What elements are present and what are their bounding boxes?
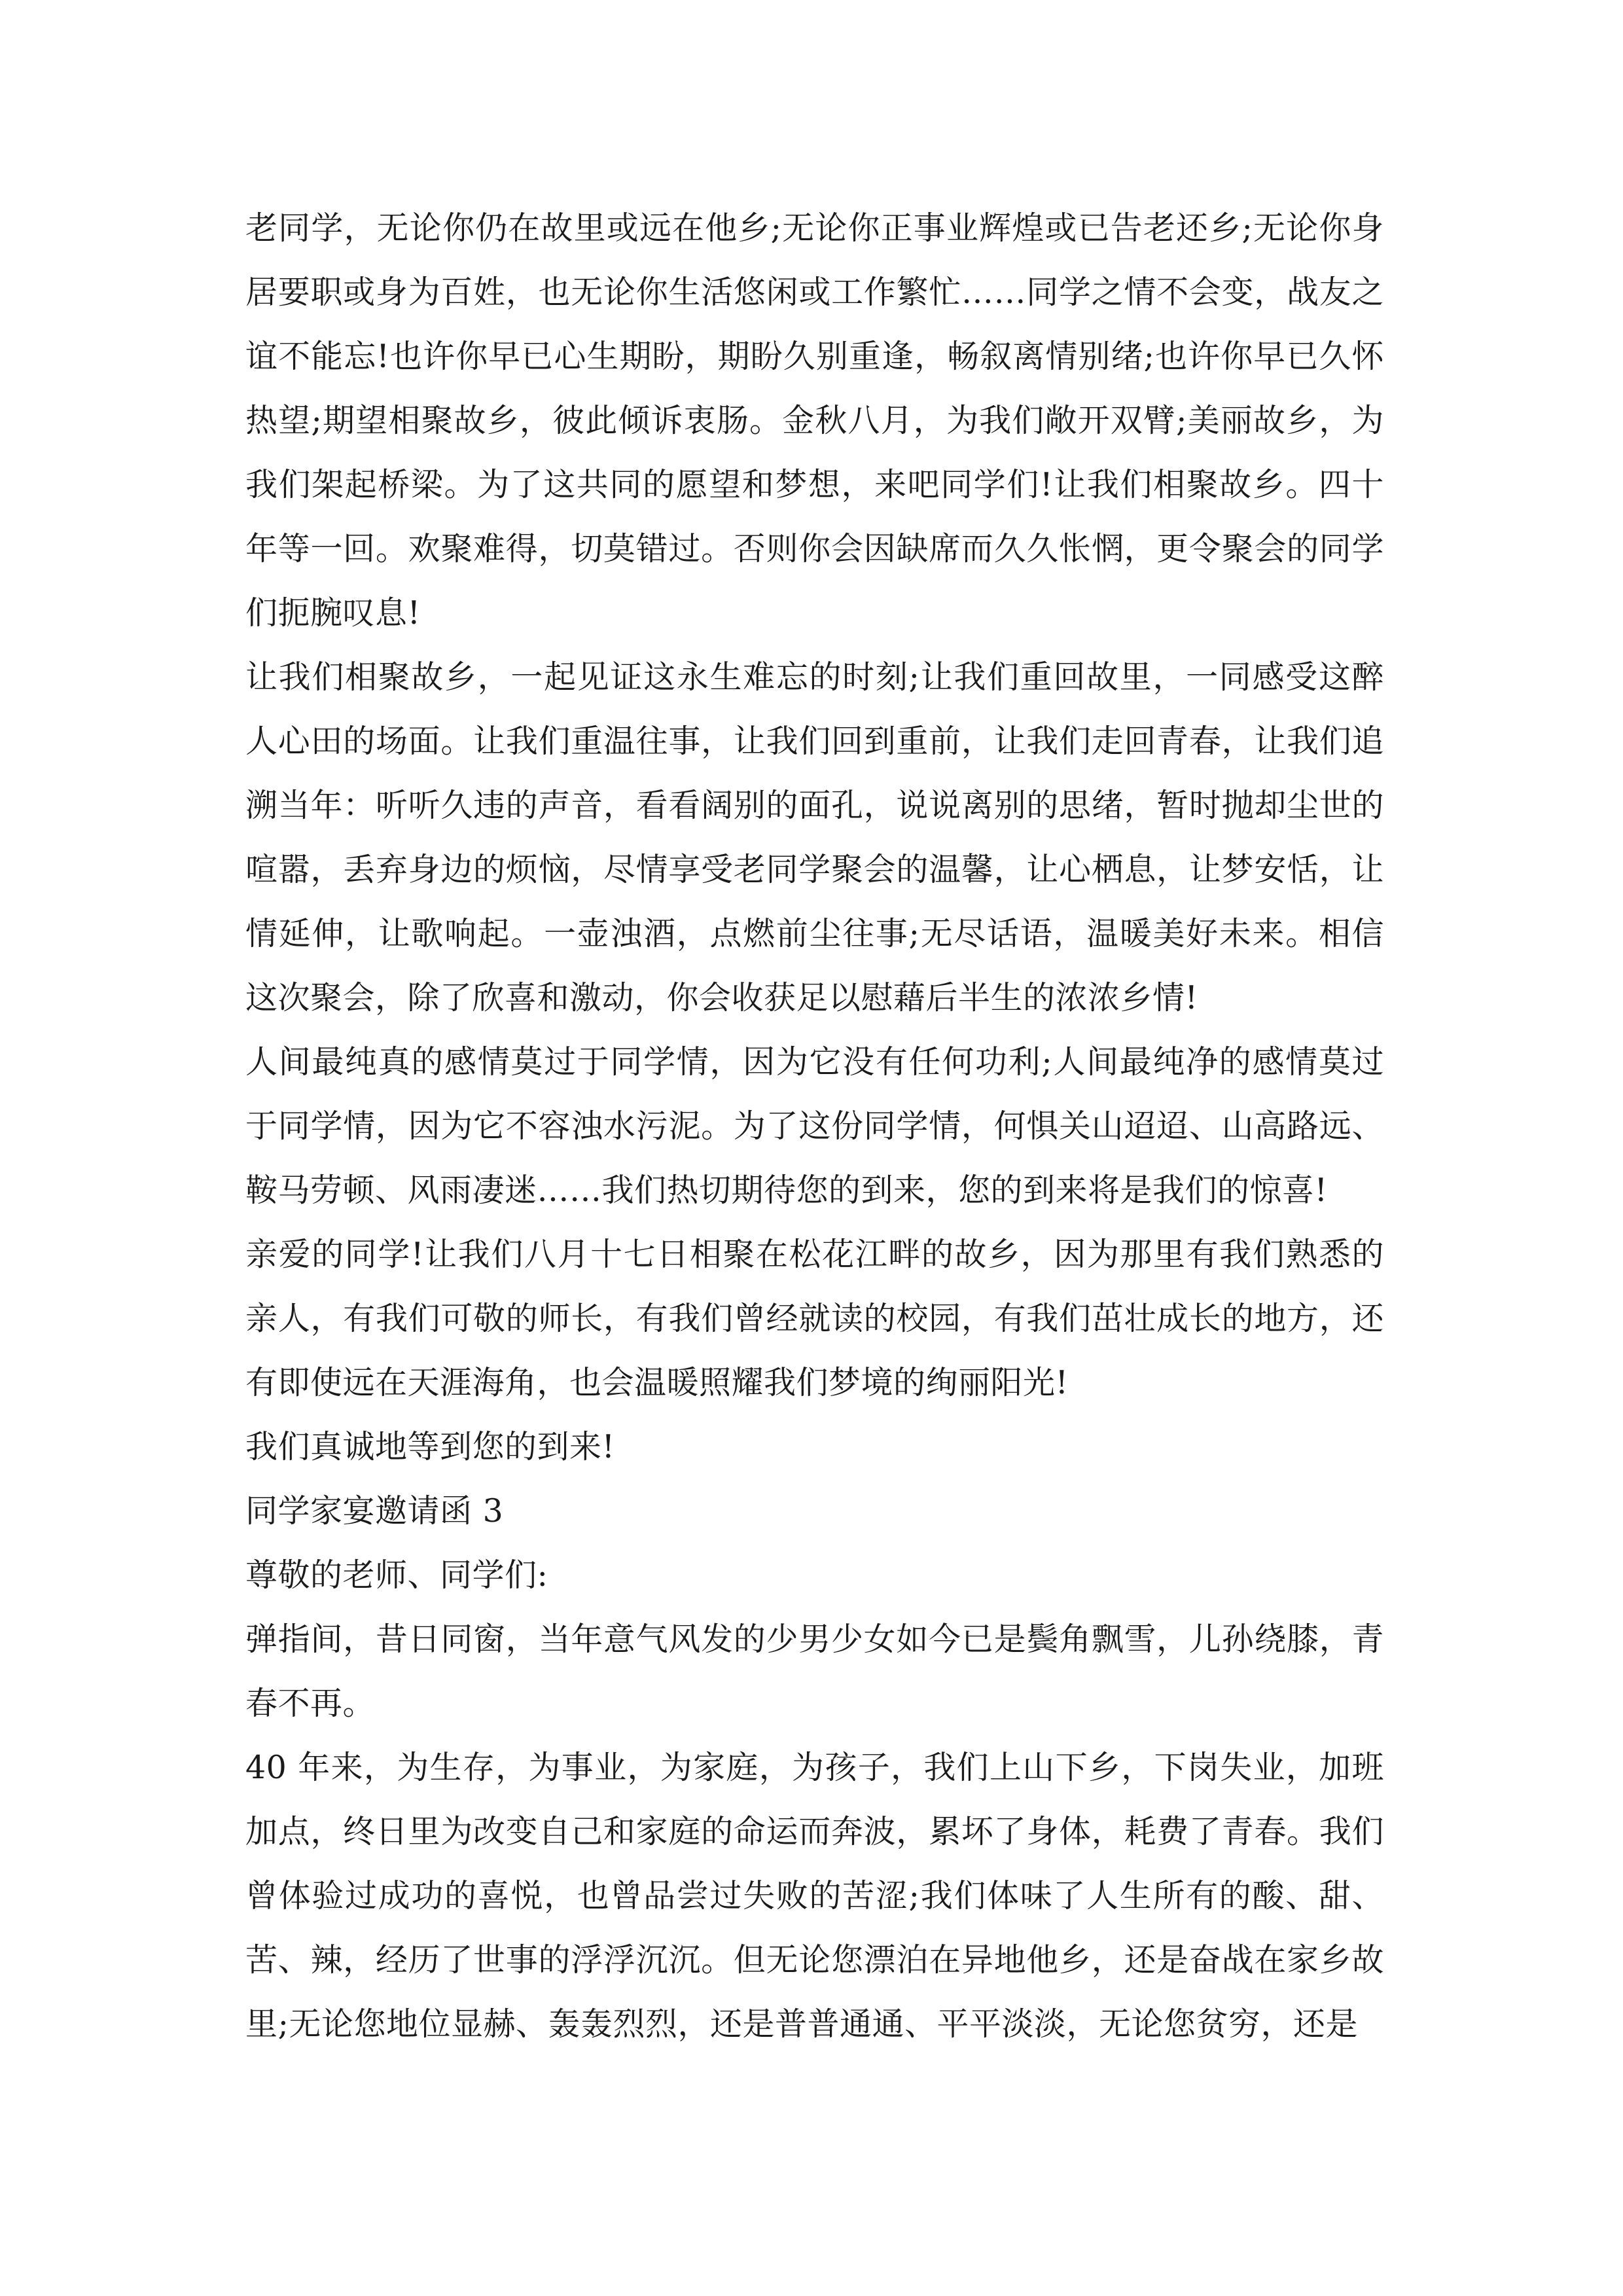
paragraph: 弹指间，昔日同窗，当年意气风发的少男少女如今已是鬓角飘雪，儿孙绕膝，青春不再。 — [245, 1621, 1384, 1722]
paragraph: 人间最纯真的感情莫过于同学情，因为它没有任何功利;人间最纯净的感情莫过于同学情，因为它不容浊水污泥。为了这份同学情，何惧关山迢迢、山高路远、鞍马劳顿、风雨凄迷……我们热切期待您的到来，您的到来将是我们的惊喜! — [245, 1043, 1384, 1209]
paragraph: 让我们相聚故乡，一起见证这永生难忘的时刻;让我们重回故里，一同感受这醉人心田的场面。让我们重温往事，让我们回到重前，让我们走回青春，让我们追溯当年：听听久违的声音，看看阔别的面孔，说说离别的思绪，暂时抛却尘世的喧嚣，丢弃身边的烦恼，尽情享受老同学聚会的温馨，让心栖息，让梦安恬，让情延伸，让歌响起。一壶浊酒，点燃前尘往事;无尽话语，温暖美好未来。相信这次聚会，除了欣喜和激动，你会收获足以慰藉后半生的浓浓乡情! — [245, 658, 1384, 1016]
section-heading: 同学家宴邀请函 3 — [245, 1492, 504, 1530]
paragraph: 我们真诚地等到您的到来! — [245, 1428, 615, 1465]
paragraph: 老同学，无论你仍在故里或远在他乡;无论你正事业辉煌或已告老还乡;无论你身居要职或身为百姓，也无论你生活悠闲或工作繁忙……同学之情不会变，战友之谊不能忘!也许你早已心生期盼，期盼久别重逢，畅叙离情别绪;也许你早已久怀热望;期望相聚故乡，彼此倾诉衷肠。金秋八月，为我们敞开双臂;美丽故乡，为我们架起桥梁。为了这共同的愿望和梦想，来吧同学们!让我们相聚故乡。四十年等一回。欢聚难得，切莫错过。否则你会因缺席而久久怅惘，更令聚会的同学们扼腕叹息! — [245, 209, 1384, 632]
paragraph: 40 年来，为生存，为事业，为家庭，为孩子，我们上山下乡，下岗失业，加班加点，终日里为改变自己和家庭的命运而奔波，累坏了身体，耗费了青春。我们曾体验过成功的喜悦，也曾品尝过失败的苦涩;我们体味了人生所有的酸、甜、苦、辣，经历了世事的浮浮沉沉。但无论您漂泊在异地他乡，还是奋战在家乡故里;无论您地位显赫、轰轰烈烈，还是普普通通、平平淡淡，无论您贫穷，还是 — [245, 1749, 1384, 2043]
salutation: 尊敬的老师、同学们: — [245, 1556, 548, 1594]
document-body — [245, 196, 1384, 2056]
paragraph: 亲爱的同学!让我们八月十七日相聚在松花江畔的故乡，因为那里有我们熟悉的亲人，有我们可敬的师长，有我们曾经就读的校园，有我们茁壮成长的地方，还有即使远在天涯海角，也会温暖照耀我们梦境的绚丽阳光! — [245, 1236, 1384, 1401]
